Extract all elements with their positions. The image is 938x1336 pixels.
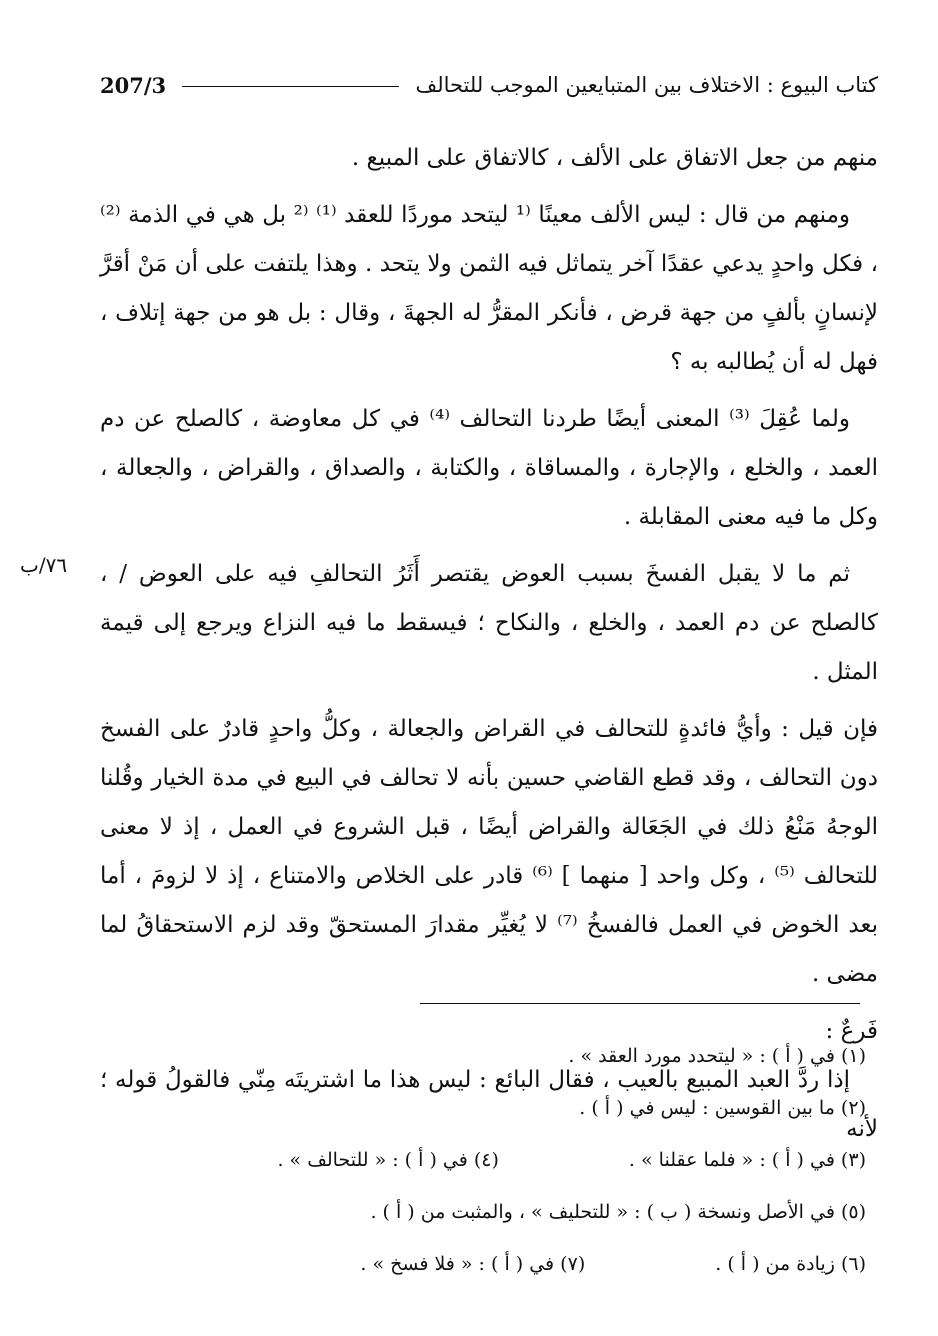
footnote-row — [100, 1186, 866, 1238]
footnote: (٢) ما بين القوسين : ليس في ( أ ) . — [579, 1097, 866, 1119]
paragraph: ثم ما لا يقبل الفسخَ بسبب العوض يقتصر أَثَرُ التحالفِ فيه على العوض / ، كالصلح عن دم العمد ، والخلع ، والنكاح ؛ فيسقط ما فيه النزاع ويرجع إلى قيمة المثل . — [100, 561, 878, 685]
paragraph: فإن قيل : وأيُّ فائدةٍ للتحالف في القراض والجعالة ، وكلُّ واحدٍ قادرٌ على الفسخ دون التحالف ، وقد قطع القاضي حسين بأنه لا تحالف في البيع في مدة الخيار وقُلنا الوجهُ مَنْعُ ذلك في الجَعَالة والقراض أيضًا ، قبل الشروع في العمل ، إذ لا معنى للتحالف ⁽⁵⁾ ، وكل واحد [ منهما ] ⁽⁶⁾ قادر على الخلاص والامتناع ، إذ لا لزومَ ، أما بعد الخوض في العمل فالفسخُ ⁽⁷⁾ لا يُغيِّر مقدارَ المستحقّ وقد لزم الاستحقاقُ لما مضى . — [100, 716, 878, 987]
section-heading: فَرعٌ : — [825, 1018, 878, 1044]
footnote-row — [100, 1082, 866, 1134]
footnote: (٦) زيادة من ( أ ) . — [715, 1253, 866, 1275]
margin-folio-note: ٧٦/ب — [20, 553, 68, 577]
paragraph: ولما عُقِلَ ⁽³⁾ المعنى أيضًا طردنا التحالف ⁽⁴⁾ في كل معاوضة ، كالصلح عن دم العمد ، والخلع ، والإجارة ، والمساقاة ، والكتابة ، والصداق ، والقراض ، والجعالة ، وكل ما فيه معنى المقابلة . — [100, 406, 878, 530]
page-header — [100, 68, 878, 102]
footnote-row — [100, 1134, 866, 1186]
footnote-row — [100, 1238, 866, 1290]
paragraph: ومنهم من قال : ليس الألف معينًا ⁽¹ ليتحد موردًا للعقد ⁽¹⁾ ⁽² بل هي في الذمة ⁽²⁾ ، فكل واحدٍ يدعي عقدًا آخر يتماثل فيه الثمن ولا يتحد . وهذا يلتفت على أن مَنْ أقرَّ لإنسانٍ بألفٍ من جهة قرض ، فأنكر المقرُّ له الجهةَ ، وقال : بل هو من جهة إتلاف ، فهل له أن يُطالبه به ؟ — [100, 202, 878, 375]
footnote: (٤) في ( أ ) : « للتحالف » . — [277, 1149, 499, 1171]
page-number: 207/3 — [100, 72, 167, 98]
footnote-row — [100, 1030, 866, 1082]
paragraph: منهم من جعل الاتفاق على الألف ، كالاتفاق على المبيع . — [351, 145, 878, 171]
footnote: (٣) في ( أ ) : « فلما عقلنا » . — [628, 1149, 866, 1171]
header-rule — [182, 86, 399, 87]
paragraph: إذا ردَّ العبد المبيع بالعيب ، فقال البائع : ليس هذا ما اشتريتَه مِنّي فالقولُ قوله ؛ لأنه — [100, 1067, 878, 1142]
footnote-separator — [420, 1003, 860, 1004]
footnote: (١) في ( أ ) : « ليتحدد مورد العقد » . — [568, 1045, 866, 1067]
main-text — [100, 134, 878, 1162]
running-title: كتاب البيوع : الاختلاف بين المتبايعين الموجب للتحالف — [415, 73, 878, 97]
footnote: (٥) في الأصل ونسخة ( ب ) : « للتحليف » ، والمثبت من ( أ ) . — [370, 1201, 866, 1223]
footnote: (٧) في ( أ ) : « فلا فسخ » . — [360, 1253, 586, 1275]
footnotes — [100, 1030, 866, 1290]
